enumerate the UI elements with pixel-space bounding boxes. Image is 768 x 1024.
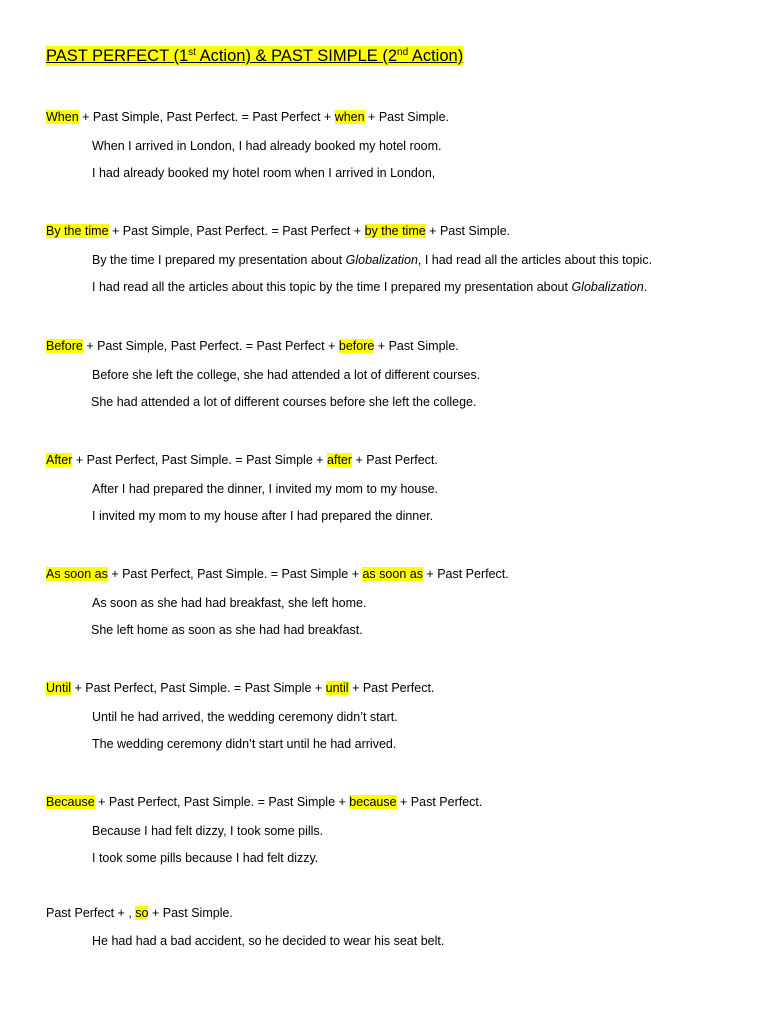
example-sentence: He had had a bad accident, so he decided to wear his seat belt.	[92, 934, 445, 948]
title-part: Action)	[408, 47, 464, 65]
keyword-highlight: as soon as	[362, 567, 423, 581]
example-sentence	[92, 251, 652, 269]
rule-text: + Past Simple, Past Perfect. = Past Perfect +	[78, 110, 335, 124]
rule-text: + Past Perfect, Past Simple. = Past Simple +	[72, 453, 328, 467]
example-text: .	[643, 280, 648, 294]
example-sentence: Before she left the college, she had attended a lot of different courses.	[92, 368, 481, 382]
title-part: PAST PERFECT (1	[46, 47, 189, 65]
example-text: I had read all the articles about this topic by the time I prepared my presentation about	[92, 280, 572, 294]
example-text: By the time I prepared my presentation about	[92, 253, 346, 267]
keyword-highlight: By the time	[46, 224, 109, 238]
keyword-highlight: after	[327, 453, 353, 467]
rule-text: Past Perfect + ,	[46, 906, 136, 920]
rule-text: + Past Simple.	[148, 906, 233, 920]
example-text: , I had read all the articles about this topic.	[417, 253, 653, 267]
example-sentence: I invited my mom to my house after I had prepared the dinner.	[92, 509, 434, 523]
keyword-highlight: because	[349, 795, 397, 809]
rule-when	[46, 108, 449, 126]
rule-text: + Past Perfect.	[396, 795, 483, 809]
example-sentence: As soon as she had had breakfast, she left home.	[92, 596, 367, 610]
example-sentence: I had already booked my hotel room when I arrived in London,	[92, 166, 436, 180]
rule-until	[46, 679, 434, 697]
example-italic: Globalization	[345, 253, 418, 267]
keyword-highlight: when	[334, 110, 365, 124]
rule-text: + Past Simple.	[374, 339, 459, 353]
example-sentence: When I arrived in London, I had already booked my hotel room.	[92, 139, 442, 153]
example-sentence	[92, 278, 647, 296]
rule-text: + Past Simple.	[425, 224, 511, 238]
example-sentence: After I had prepared the dinner, I invited my mom to my house.	[92, 482, 439, 496]
title-part: Action) & PAST SIMPLE (2	[195, 47, 398, 65]
example-sentence: Because I had felt dizzy, I took some pills.	[92, 824, 324, 838]
rule-by-the-time	[46, 222, 510, 240]
title-superscript: nd	[397, 47, 409, 58]
keyword-highlight: by the time	[364, 224, 426, 238]
keyword-highlight: Before	[46, 339, 83, 353]
keyword-highlight: so	[135, 906, 149, 920]
title-highlight	[46, 46, 463, 66]
rule-because	[46, 793, 482, 811]
keyword-highlight: before	[338, 339, 375, 353]
rule-text: + Past Simple, Past Perfect. = Past Perfect +	[108, 224, 365, 238]
title-superscript: st	[188, 47, 196, 58]
rule-text: + Past Perfect.	[422, 567, 509, 581]
example-sentence: Until he had arrived, the wedding ceremony didn’t start.	[92, 710, 398, 724]
page-title	[46, 44, 463, 68]
example-italic: Globalization	[571, 280, 644, 294]
example-sentence: The wedding ceremony didn’t start until he had arrived.	[92, 737, 397, 751]
rule-text: + Past Perfect, Past Simple. = Past Simple +	[71, 681, 326, 695]
rule-text: + Past Perfect.	[352, 453, 438, 467]
keyword-highlight: Until	[46, 681, 72, 695]
keyword-highlight: When	[46, 110, 79, 124]
keyword-highlight: Because	[46, 795, 95, 809]
rule-after	[46, 451, 438, 469]
keyword-highlight: As soon as	[46, 567, 108, 581]
rule-text: + Past Perfect.	[348, 681, 435, 695]
rule-text: + Past Simple.	[364, 110, 449, 124]
rule-as-soon-as	[46, 565, 509, 583]
keyword-highlight: After	[46, 453, 73, 467]
rule-so	[46, 904, 233, 922]
rule-text: + Past Perfect, Past Simple. = Past Simple +	[94, 795, 350, 809]
keyword-highlight: until	[325, 681, 349, 695]
example-sentence: I took some pills because I had felt dizzy.	[92, 851, 319, 865]
example-sentence: She left home as soon as she had had breakfast.	[91, 623, 363, 637]
rule-text: + Past Perfect, Past Simple. = Past Simple +	[107, 567, 363, 581]
example-sentence: She had attended a lot of different courses before she left the college.	[91, 395, 477, 409]
rule-before	[46, 337, 459, 355]
rule-text: + Past Simple, Past Perfect. = Past Perfect +	[82, 339, 339, 353]
